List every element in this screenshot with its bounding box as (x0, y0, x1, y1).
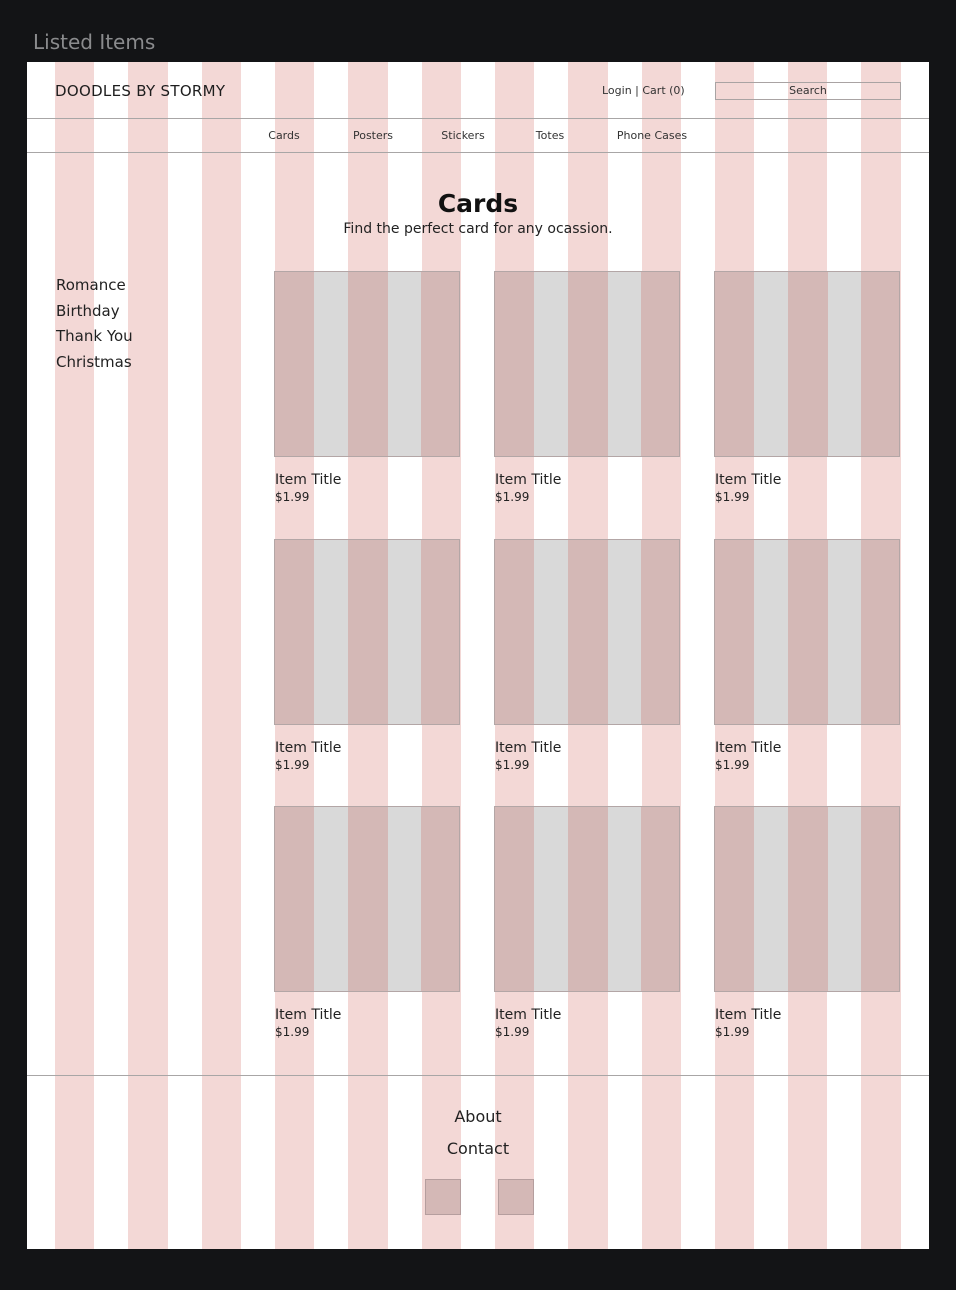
nav-divider (27, 152, 929, 153)
search-input[interactable]: Search (715, 82, 901, 100)
product-image[interactable] (274, 806, 460, 992)
nav-stickers[interactable]: Stickers (441, 129, 485, 142)
product-image[interactable] (714, 539, 900, 725)
product-price: $1.99 (275, 758, 310, 772)
social-icon[interactable] (498, 1179, 534, 1215)
sidebar-item-thank-you[interactable]: Thank You (56, 327, 133, 346)
nav-cards[interactable]: Cards (268, 129, 300, 142)
page-title: Cards (437, 189, 519, 218)
page-subtitle: Find the perfect card for any ocassion. (343, 221, 613, 237)
site-logo[interactable]: DOODLES BY STORMY (55, 82, 226, 100)
footer-divider (27, 1075, 929, 1076)
product-title[interactable]: Item Title (495, 472, 562, 488)
sidebar-item-christmas[interactable]: Christmas (56, 352, 132, 371)
footer-about-link[interactable]: About (454, 1107, 502, 1126)
product-price: $1.99 (495, 1025, 530, 1039)
product-price: $1.99 (495, 758, 530, 772)
product-title[interactable]: Item Title (495, 1007, 562, 1023)
product-price: $1.99 (715, 1025, 750, 1039)
sidebar-item-birthday[interactable]: Birthday (56, 301, 120, 320)
product-title[interactable]: Item Title (715, 740, 782, 756)
product-image[interactable] (714, 271, 900, 457)
product-title[interactable]: Item Title (715, 472, 782, 488)
product-title[interactable]: Item Title (275, 740, 342, 756)
product-title[interactable]: Item Title (715, 1007, 782, 1023)
nav-totes[interactable]: Totes (535, 129, 565, 142)
frame-label: Listed Items (33, 30, 156, 54)
product-price: $1.99 (495, 490, 530, 504)
product-price: $1.99 (275, 1025, 310, 1039)
product-price: $1.99 (275, 490, 310, 504)
product-title[interactable]: Item Title (495, 740, 562, 756)
nav-posters[interactable]: Posters (352, 129, 394, 142)
product-title[interactable]: Item Title (275, 472, 342, 488)
product-image[interactable] (714, 806, 900, 992)
sidebar-filter (56, 273, 133, 375)
product-image[interactable] (494, 806, 680, 992)
product-price: $1.99 (715, 758, 750, 772)
product-image[interactable] (274, 539, 460, 725)
product-image[interactable] (274, 271, 460, 457)
social-icon[interactable] (425, 1179, 461, 1215)
product-image[interactable] (494, 539, 680, 725)
wireframe-frame (27, 62, 929, 1249)
product-image[interactable] (494, 271, 680, 457)
footer-contact-link[interactable]: Contact (446, 1139, 510, 1158)
login-cart-link[interactable]: Login | Cart (0) (602, 84, 685, 97)
product-price: $1.99 (715, 490, 750, 504)
header-divider (27, 118, 929, 119)
product-title[interactable]: Item Title (275, 1007, 342, 1023)
sidebar-item-romance[interactable]: Romance (56, 276, 126, 294)
nav-phone-cases[interactable]: Phone Cases (616, 129, 688, 142)
